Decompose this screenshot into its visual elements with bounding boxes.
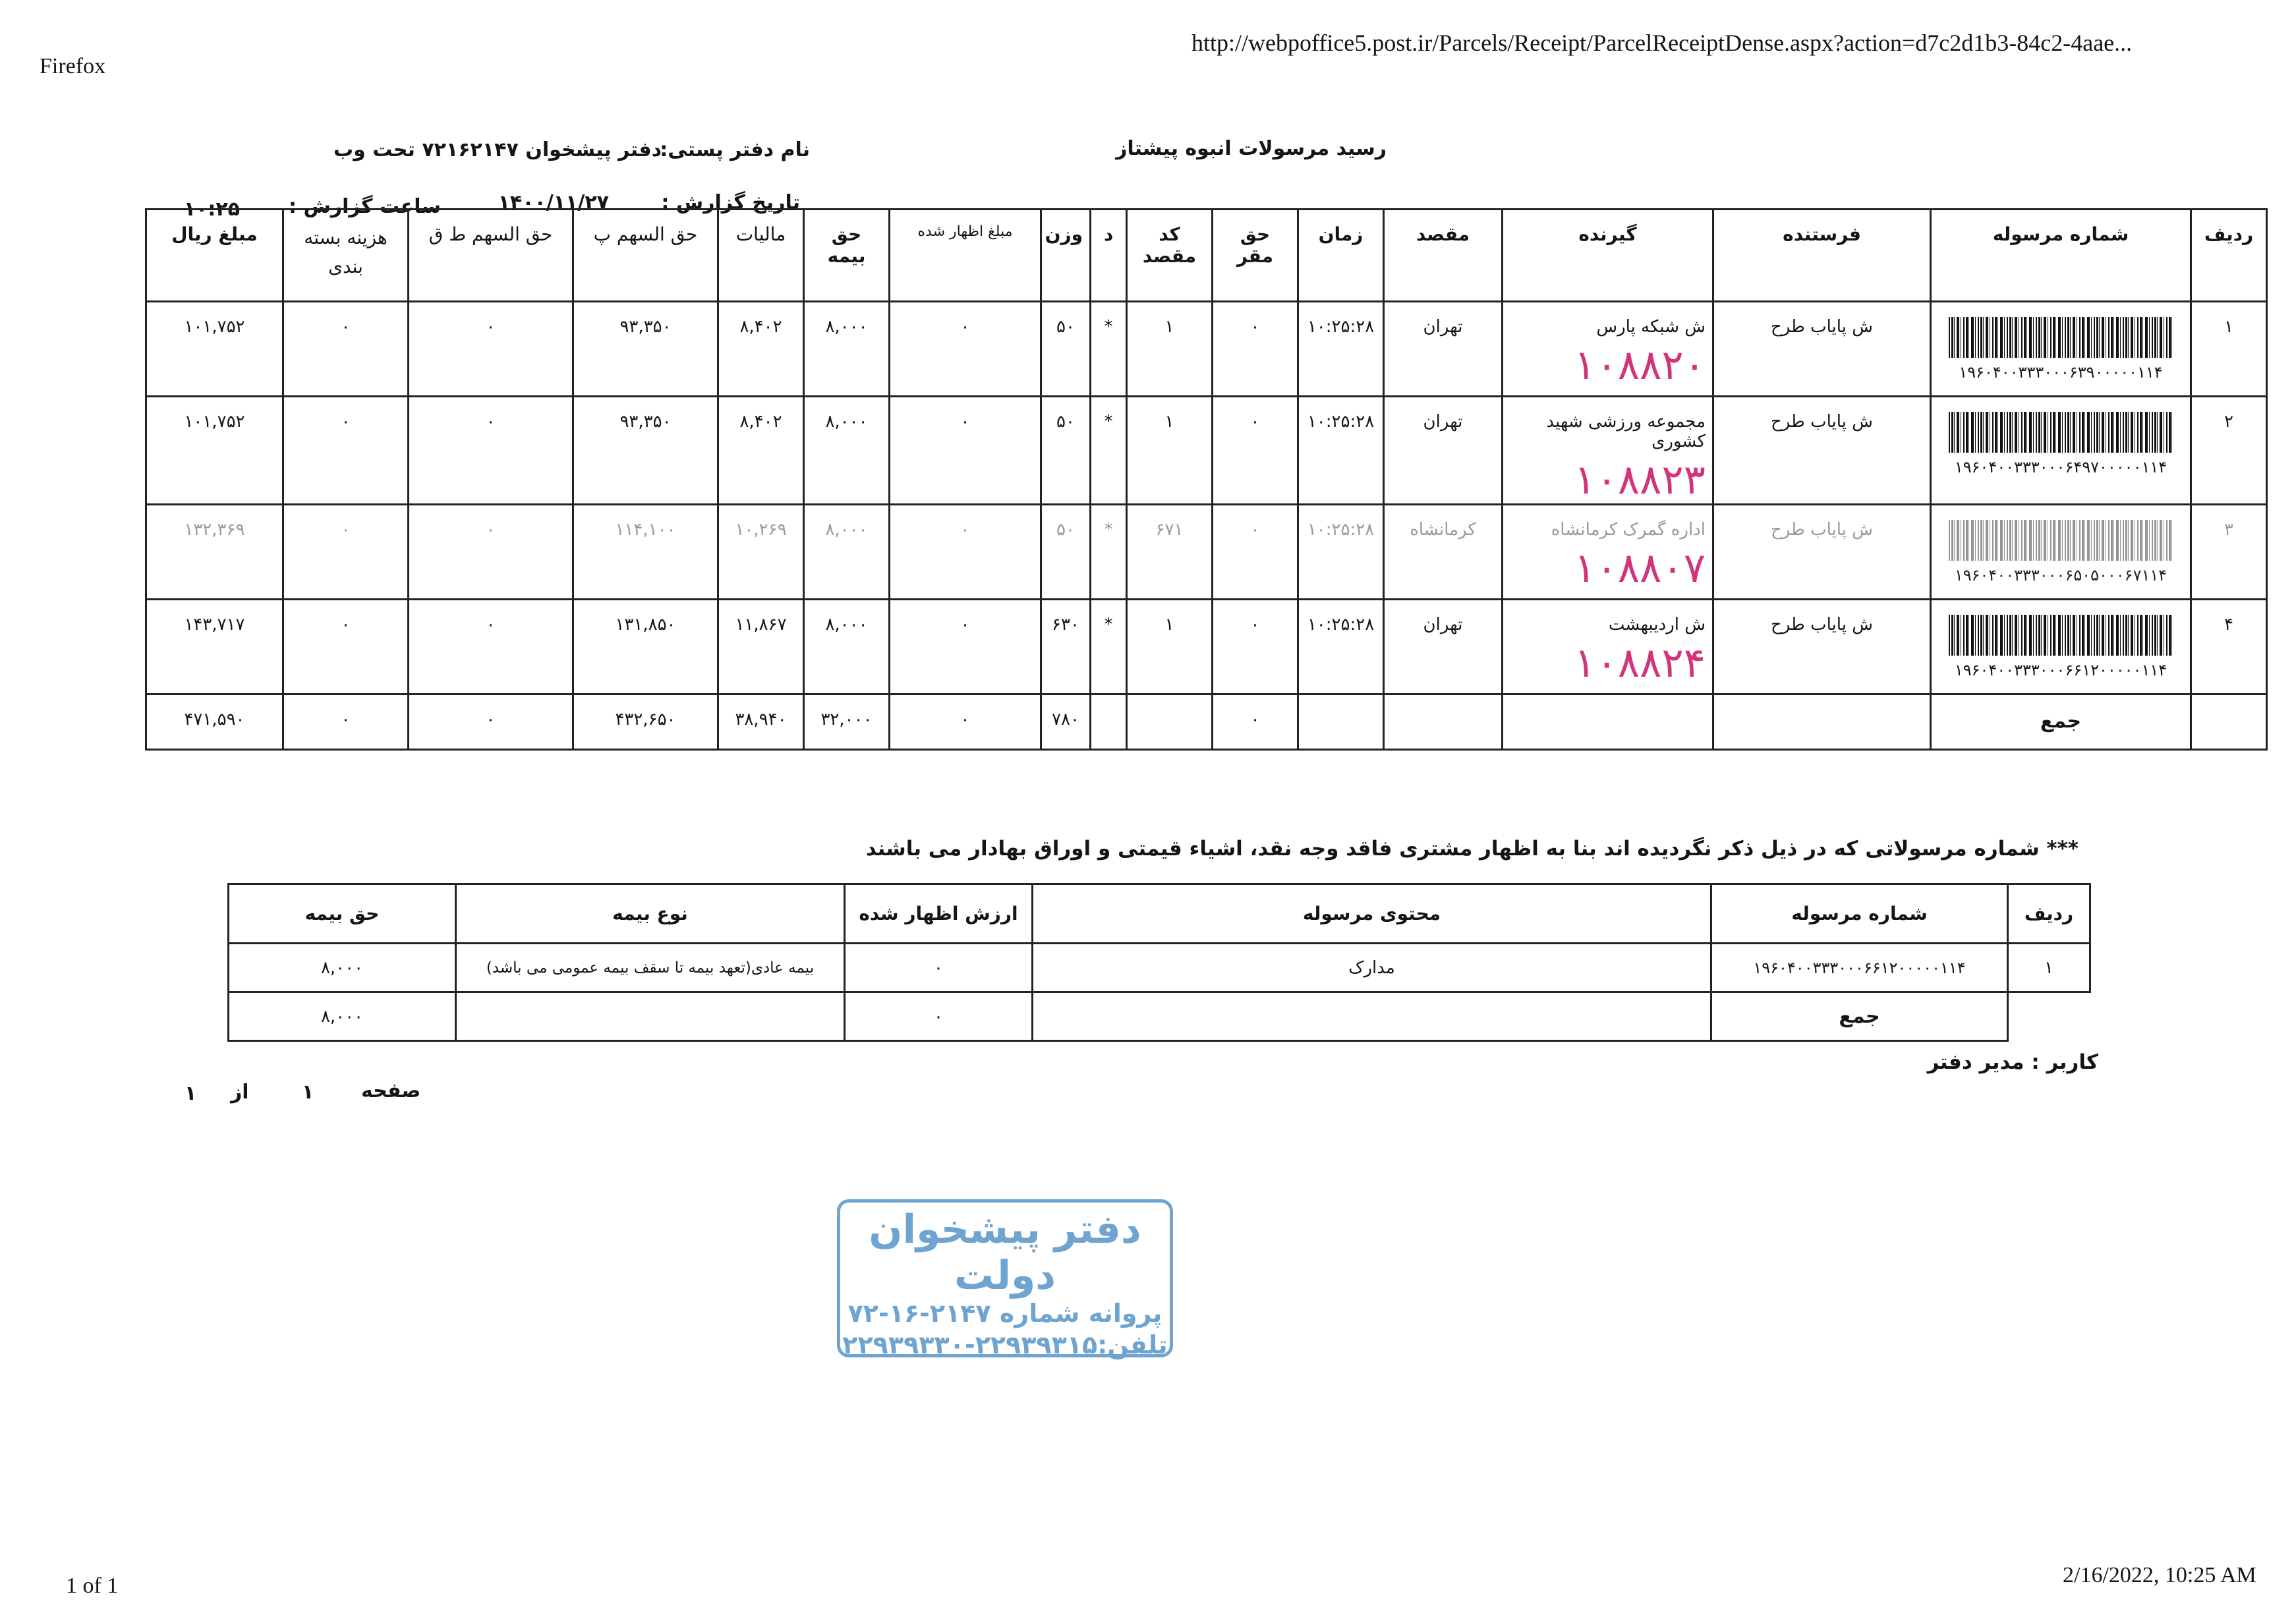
receiver: ش شبکه پارس: [1596, 317, 1706, 337]
col-dest-code: کد مقصد: [1127, 210, 1213, 302]
share-p: ۹۳,۳۵۰: [573, 397, 718, 505]
ins-total-declared: ۰: [845, 992, 1033, 1041]
browser-name: Firefox: [40, 54, 106, 78]
ins-total-label: جمع: [1711, 992, 2008, 1041]
sender: ش پایاب طرح: [1713, 600, 1931, 695]
time: ۱۰:۲۵:۲۸: [1298, 302, 1384, 397]
total-row: [146, 695, 2267, 750]
stamp-phone: تلفن:۲۲۹۳۹۳۱۵-۲۲۹۳۹۳۳۰: [842, 1330, 1168, 1359]
insurance: ۸,۰۰۰: [804, 302, 890, 397]
dest-code: ۱: [1127, 600, 1213, 695]
d-mark: *: [1091, 600, 1127, 695]
total-fee: ۰: [1213, 695, 1298, 750]
d-mark: *: [1091, 505, 1127, 600]
ins-fee: ۸,۰۰۰: [229, 944, 456, 992]
col-fee: حق مقر: [1213, 210, 1298, 302]
amount: ۱۴۳,۷۱۷: [146, 600, 283, 695]
total-tax: ۳۸,۹۴۰: [718, 695, 804, 750]
tax: ۸,۴۰۲: [718, 302, 804, 397]
barcode-image: [1949, 412, 2173, 453]
total-weight: ۷۸۰: [1041, 695, 1091, 750]
row-number: ۱: [2191, 302, 2267, 397]
handwritten-number: ۱۰۸۸۲۳: [1574, 455, 1706, 503]
page-number: ۱: [302, 1081, 314, 1104]
declared: ۰: [890, 302, 1041, 397]
weight: ۵۰: [1041, 302, 1091, 397]
d-mark: *: [1091, 302, 1127, 397]
ins-parcel-number: ۱۹۶۰۴۰۰۳۳۳۰۰۰۶۶۱۲۰۰۰۰۰۱۱۴: [1711, 944, 2008, 992]
ins-total-fee: ۸,۰۰۰: [229, 992, 456, 1041]
destination: کرمانشاه: [1384, 505, 1503, 600]
insurance: ۸,۰۰۰: [804, 397, 890, 505]
dest-code: ۱: [1127, 302, 1213, 397]
ins-content: مدارک: [1033, 944, 1711, 992]
total-packing: ۰: [283, 695, 409, 750]
col-tax: مالیات: [718, 210, 804, 302]
col-packing: هزینه بسته بندی: [283, 210, 409, 302]
packing: ۰: [283, 600, 409, 695]
ins-col-content: محتوی مرسوله: [1033, 884, 1711, 944]
ins-declared-value: ۰: [845, 944, 1033, 992]
declared: ۰: [890, 397, 1041, 505]
ins-type: بیمه عادی(تعهد بیمه تا سقف بیمه عمومی می باشد): [456, 944, 845, 992]
insurance-row: [229, 944, 2090, 992]
ins-col-parcel-no: شماره مرسوله: [1711, 884, 2008, 944]
weight: ۵۰: [1041, 505, 1091, 600]
receiver: اداره گمرک کرمانشاه: [1551, 520, 1706, 540]
notice-text: *** شماره مرسولاتی که در ذیل ذکر نگردیده اند بنا به اظهار مشتری فاقد وجه نقد، اشیاء قیمتی و اوراق بهادار می باشند: [865, 837, 2079, 861]
col-d: د: [1091, 210, 1127, 302]
amount: ۱۰۱,۷۵۲: [146, 302, 283, 397]
share-tq: ۰: [409, 397, 573, 505]
sender: ش پایاب طرح: [1713, 302, 1931, 397]
col-insurance: حق بیمه: [804, 210, 890, 302]
insurance: ۸,۰۰۰: [804, 600, 890, 695]
packing: ۰: [283, 397, 409, 505]
weight: ۶۳۰: [1041, 600, 1091, 695]
tax: ۱۰,۲۶۹: [718, 505, 804, 600]
time: ۱۰:۲۵:۲۸: [1298, 600, 1384, 695]
total-share-tq: ۰: [409, 695, 573, 750]
page-counter: 1 of 1: [66, 1574, 119, 1598]
declared: ۰: [890, 600, 1041, 695]
office-label: نام دفتر پستی:: [660, 138, 810, 161]
weight: ۵۰: [1041, 397, 1091, 505]
col-parcel-no: شماره مرسوله: [1931, 210, 2191, 302]
col-time: زمان: [1298, 210, 1384, 302]
tax: ۱۱,۸۶۷: [718, 600, 804, 695]
receiver: مجموعه ورزشی شهید کشوری: [1546, 412, 1706, 451]
ins-col-fee: حق بیمه: [229, 884, 456, 944]
col-share-tq: حق السهم ط ق: [409, 210, 573, 302]
report-time-label: ساعت گزارش :: [289, 195, 441, 218]
office-name: دفتر پیشخوان ۷۲۱۶۲۱۴۷ تحت وب: [333, 138, 662, 161]
destination: تهران: [1384, 397, 1503, 505]
share-tq: ۰: [409, 302, 573, 397]
declared: ۰: [890, 505, 1041, 600]
col-weight: وزن: [1041, 210, 1091, 302]
ins-col-declared-value: ارزش اظهار شده: [845, 884, 1033, 944]
page-url: http://webpoffice5.post.ir/Parcels/Receipt/ParcelReceiptDense.aspx?action=d7c2d1b3-84c2-4aae...: [1191, 30, 2133, 56]
office-stamp: [837, 1199, 1173, 1357]
amount: ۱۰۱,۷۵۲: [146, 397, 283, 505]
sender: ش پایاب طرح: [1713, 397, 1931, 505]
share-tq: ۰: [409, 505, 573, 600]
d-mark: *: [1091, 397, 1127, 505]
parcel-number: ۱۹۶۰۴۰۰۳۳۳۰۰۰۶۶۱۲۰۰۰۰۰۱۱۴: [1954, 661, 2167, 679]
page-label: صفحه: [361, 1079, 421, 1102]
fee: ۰: [1213, 397, 1298, 505]
insurance-table: [227, 883, 2091, 1042]
parcel-row: [146, 505, 2267, 600]
stamp-license: پروانه شماره ۲۱۴۷-۱۶-۷۲: [847, 1299, 1162, 1328]
ins-col-type: نوع بیمه: [456, 884, 845, 944]
packing: ۰: [283, 302, 409, 397]
barcode-image: [1949, 615, 2173, 656]
col-dest: مقصد: [1384, 210, 1503, 302]
share-p: ۱۳۱,۸۵۰: [573, 600, 718, 695]
print-datetime: 2/16/2022, 10:25 AM: [2063, 1563, 2256, 1587]
fee: ۰: [1213, 600, 1298, 695]
destination: تهران: [1384, 302, 1503, 397]
share-p: ۹۳,۳۵۰: [573, 302, 718, 397]
report-time: ۱۰:۲۵: [183, 198, 240, 221]
insurance: ۸,۰۰۰: [804, 505, 890, 600]
share-tq: ۰: [409, 600, 573, 695]
total-declared: ۰: [890, 695, 1041, 750]
parcel-number: ۱۹۶۰۴۰۰۳۳۳۰۰۰۶۴۹۷۰۰۰۰۰۱۱۴: [1954, 458, 2167, 476]
barcode-image: [1949, 317, 2173, 358]
report-date-label: تاریخ گزارش :: [661, 191, 800, 214]
dest-code: ۱: [1127, 397, 1213, 505]
tax: ۸,۴۰۲: [718, 397, 804, 505]
col-share-p: حق السهم پ: [573, 210, 718, 302]
time: ۱۰:۲۵:۲۸: [1298, 505, 1384, 600]
row-number: ۴: [2191, 600, 2267, 695]
amount: ۱۳۲,۳۶۹: [146, 505, 283, 600]
time: ۱۰:۲۵:۲۸: [1298, 397, 1384, 505]
total-label: جمع: [1931, 695, 2191, 750]
parcels-header-row: [146, 210, 2267, 302]
fee: ۰: [1213, 505, 1298, 600]
destination: تهران: [1384, 600, 1503, 695]
parcel-row: [146, 600, 2267, 695]
col-row: ردیف: [2191, 210, 2267, 302]
row-number: ۲: [2191, 397, 2267, 505]
barcode-image: [1949, 520, 2173, 561]
parcel-number: ۱۹۶۰۴۰۰۳۳۳۰۰۰۶۵۰۵۰۰۰۶۷۱۱۴: [1954, 566, 2167, 584]
ins-row-number: ۱: [2008, 944, 2090, 992]
total-insurance: ۳۲,۰۰۰: [804, 695, 890, 750]
parcels-table: [145, 208, 2268, 751]
fee: ۰: [1213, 302, 1298, 397]
share-p: ۱۱۴,۱۰۰: [573, 505, 718, 600]
of-label: از: [231, 1081, 249, 1104]
sender: ش پایاب طرح: [1713, 505, 1931, 600]
total-amount: ۴۷۱,۵۹۰: [146, 695, 283, 750]
handwritten-number: ۱۰۸۸۲۰: [1574, 341, 1706, 389]
parcel-number: ۱۹۶۰۴۰۰۳۳۳۰۰۰۶۳۹۰۰۰۰۰۱۱۴: [1959, 363, 2163, 382]
parcel-row: [146, 397, 2267, 505]
packing: ۰: [283, 505, 409, 600]
receipt-title: رسید مرسولات انبوه پیشتاز: [1116, 137, 1387, 160]
page-total: ۱: [185, 1082, 197, 1105]
col-declared: مبلغ اظهار شده: [890, 210, 1041, 302]
ins-col-row: ردیف: [2008, 884, 2090, 944]
user-label: کاربر : مدیر دفتر: [1927, 1050, 2098, 1074]
col-receiver: گیرنده: [1503, 210, 1713, 302]
total-share-p: ۴۳۲,۶۵۰: [573, 695, 718, 750]
col-amount: مبلغ ریال: [146, 210, 283, 302]
handwritten-number: ۱۰۸۸۲۴: [1574, 639, 1706, 687]
receiver: ش اردیبهشت: [1608, 615, 1706, 635]
stamp-title: دفتر پیشخوان دولت: [869, 1207, 1141, 1299]
insurance-header-row: [229, 884, 2090, 944]
col-sender: فرستنده: [1713, 210, 1931, 302]
report-date: ۱۴۰۰/۱۱/۲۷: [498, 191, 609, 214]
row-number: ۳: [2191, 505, 2267, 600]
dest-code: ۶۷۱: [1127, 505, 1213, 600]
handwritten-number: ۱۰۸۸۰۷: [1574, 544, 1706, 592]
parcel-row: [146, 302, 2267, 397]
insurance-total-row: [229, 992, 2090, 1041]
